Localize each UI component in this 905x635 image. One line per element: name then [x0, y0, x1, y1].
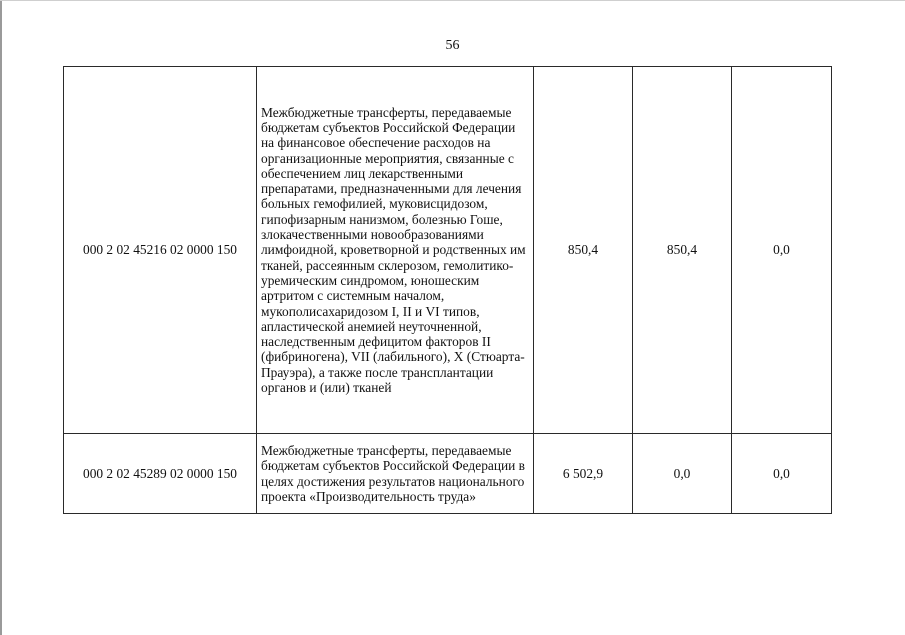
value-cell-3: 0,0 [732, 434, 832, 514]
value-cell-1: 6 502,9 [534, 434, 633, 514]
budget-code-cell: 000 2 02 45289 02 0000 150 [64, 434, 257, 514]
budget-table [63, 66, 832, 514]
table-row [64, 434, 832, 514]
value-cell-2: 850,4 [633, 67, 732, 434]
value-cell-1: 850,4 [534, 67, 633, 434]
description-cell: Межбюджетные трансферты, передаваемые бюджетам субъектов Российской Федерации на финансовое обеспечение расходов на организационные мероприятия, связанные с обеспечением лиц лекарственными препаратами, предназначенными для лечения больных гемофилией, муковисцидозом, гипофизарным нанизмом, болезнью Гоше, злокачественными новообразованиями лимфоидной, кроветворной и родственных им тканей, рассеянным склерозом, гемолитико-уремическим синдромом, юношеским артритом с системным началом, мукополисахаридозом I, II и VI типов, апластической анемией неуточненной, наследственным дефицитом факторов II (фибриногена), VII (лабильного), X (Стюарта-Прауэра), а также после трансплантации органов и (или) тканей [257, 67, 534, 434]
page-top-edge [0, 0, 905, 1]
value-cell-3: 0,0 [732, 67, 832, 434]
budget-code-cell: 000 2 02 45216 02 0000 150 [64, 67, 257, 434]
page-left-edge [0, 0, 2, 635]
description-cell: Межбюджетные трансферты, передаваемые бюджетам субъектов Российской Федерации в целях достижения результатов национального проекта «Производительность труда» [257, 434, 534, 514]
table-row [64, 67, 832, 434]
value-cell-2: 0,0 [633, 434, 732, 514]
page-number: 56 [445, 38, 460, 53]
